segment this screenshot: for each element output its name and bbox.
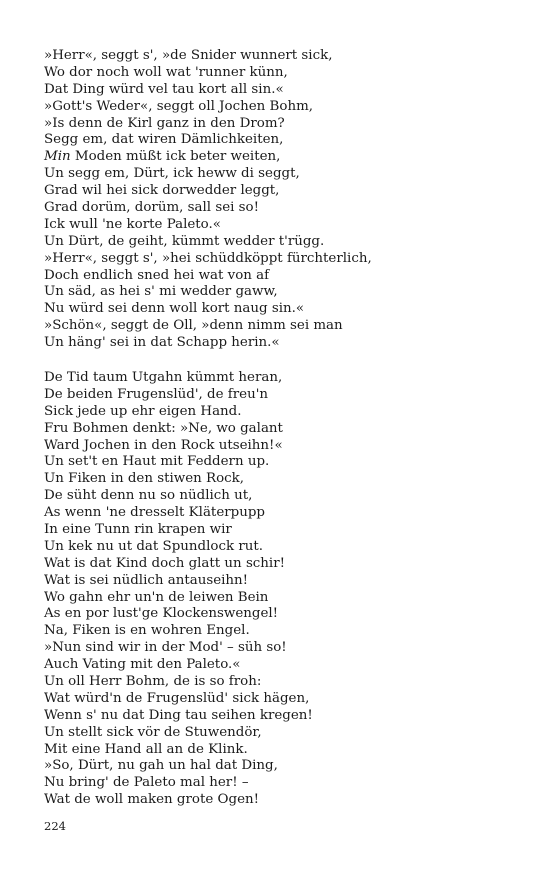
verse-line-rest: Moden müßt ick beter weiten, xyxy=(70,149,281,165)
verse-line: In eine Tunn rin krapen wir xyxy=(44,522,232,538)
verse-line: As wenn 'ne dresselt Kläterpupp xyxy=(44,505,265,521)
verse-line: De süht denn nu so nüdlich ut, xyxy=(44,488,253,504)
page-number: 224 xyxy=(44,819,66,833)
verse-line: Wo dor noch woll wat 'runner künn, xyxy=(44,64,288,80)
emphasized-word: Min xyxy=(44,149,71,165)
stanza-1 xyxy=(44,48,514,352)
verse-line: De Tid taum Utgahn kümmt heran, xyxy=(44,370,283,385)
verse-line: Fru Bohmen denkt: »Ne, wo galant xyxy=(44,420,283,436)
stanza-2 xyxy=(44,370,514,809)
verse-line: Wat de woll maken grote Ogen! xyxy=(44,792,259,808)
verse-line: Dat Ding würd vel tau kort all sin.« xyxy=(44,81,284,97)
verse-line: »Herr«, seggt s', »de Snider wunnert sick, xyxy=(44,48,333,63)
verse-line: Wo gahn ehr un'n de leiwen Bein xyxy=(44,589,269,605)
verse-line: Un Dürt, de geiht, kümmt wedder t'rügg. xyxy=(44,233,325,249)
verse-line: »So, Dürt, nu gah un hal dat Ding, xyxy=(44,758,278,774)
verse-line: Wat is dat Kind doch glatt un schir! xyxy=(44,555,285,571)
verse-line: Un häng' sei in dat Schapp herin.« xyxy=(44,335,280,351)
verse-line: Nu bring' de Paleto mal her! – xyxy=(44,775,249,791)
verse-line: Ick wull 'ne korte Paleto.« xyxy=(44,216,221,232)
verse-line: »Is denn de Kirl ganz in den Drom? xyxy=(44,115,285,131)
verse-line: Doch endlich sned hei wat von af xyxy=(44,267,270,283)
verse-line: Sick jede up ehr eigen Hand. xyxy=(44,403,242,419)
verse-line: As en por lust'ge Klockenswengel! xyxy=(44,606,279,622)
verse-line: »Herr«, seggt s', »hei schüddköppt fürchterlich, xyxy=(44,250,372,266)
verse-line: Un stellt sick vör de Stuwendör, xyxy=(44,724,262,740)
verse-line: De beiden Frugenslüd', de freu'n xyxy=(44,386,269,402)
verse-line: »Nun sind wir in der Mod' – süh so! xyxy=(44,640,287,656)
verse-line: Un säd, as hei s' mi wedder gaww, xyxy=(44,284,278,300)
verse-line: Segg em, dat wiren Dämlichkeiten, xyxy=(44,132,284,148)
verse-line: Un segg em, Dürt, ick heww di seggt, xyxy=(44,166,300,182)
verse-line xyxy=(44,149,514,166)
verse-line: »Gott's Weder«, seggt oll Jochen Bohm, xyxy=(44,98,314,114)
verse-line: Na, Fiken is en wohren Engel. xyxy=(44,623,250,639)
verse-line: Wenn s' nu dat Ding tau seihen kregen! xyxy=(44,707,313,723)
verse-line: Mit eine Hand all an de Klink. xyxy=(44,741,248,757)
verse-line: Ward Jochen in den Rock utseihn!« xyxy=(44,437,283,453)
verse-line: Grad wil hei sick dorwedder leggt, xyxy=(44,183,280,199)
verse-line: Auch Vating mit den Paleto.« xyxy=(44,657,241,673)
verse-line: »Schön«, seggt de Oll, »denn nimm sei man xyxy=(44,318,343,334)
verse-line: Un kek nu ut dat Spundlock rut. xyxy=(44,538,263,554)
verse-line: Wat würd'n de Frugenslüd' sick hägen, xyxy=(44,690,310,706)
verse-line: Nu würd sei denn woll kort naug sin.« xyxy=(44,301,305,317)
verse-line: Un set't en Haut mit Feddern up. xyxy=(44,454,270,470)
verse-line: Wat is sei nüdlich antauseihn! xyxy=(44,572,249,588)
verse-line: Un Fiken in den stiwen Rock, xyxy=(44,471,245,487)
verse-line: Un oll Herr Bohm, de is so froh: xyxy=(44,674,262,690)
verse-line: Grad dorüm, dorüm, sall sei so! xyxy=(44,200,259,216)
